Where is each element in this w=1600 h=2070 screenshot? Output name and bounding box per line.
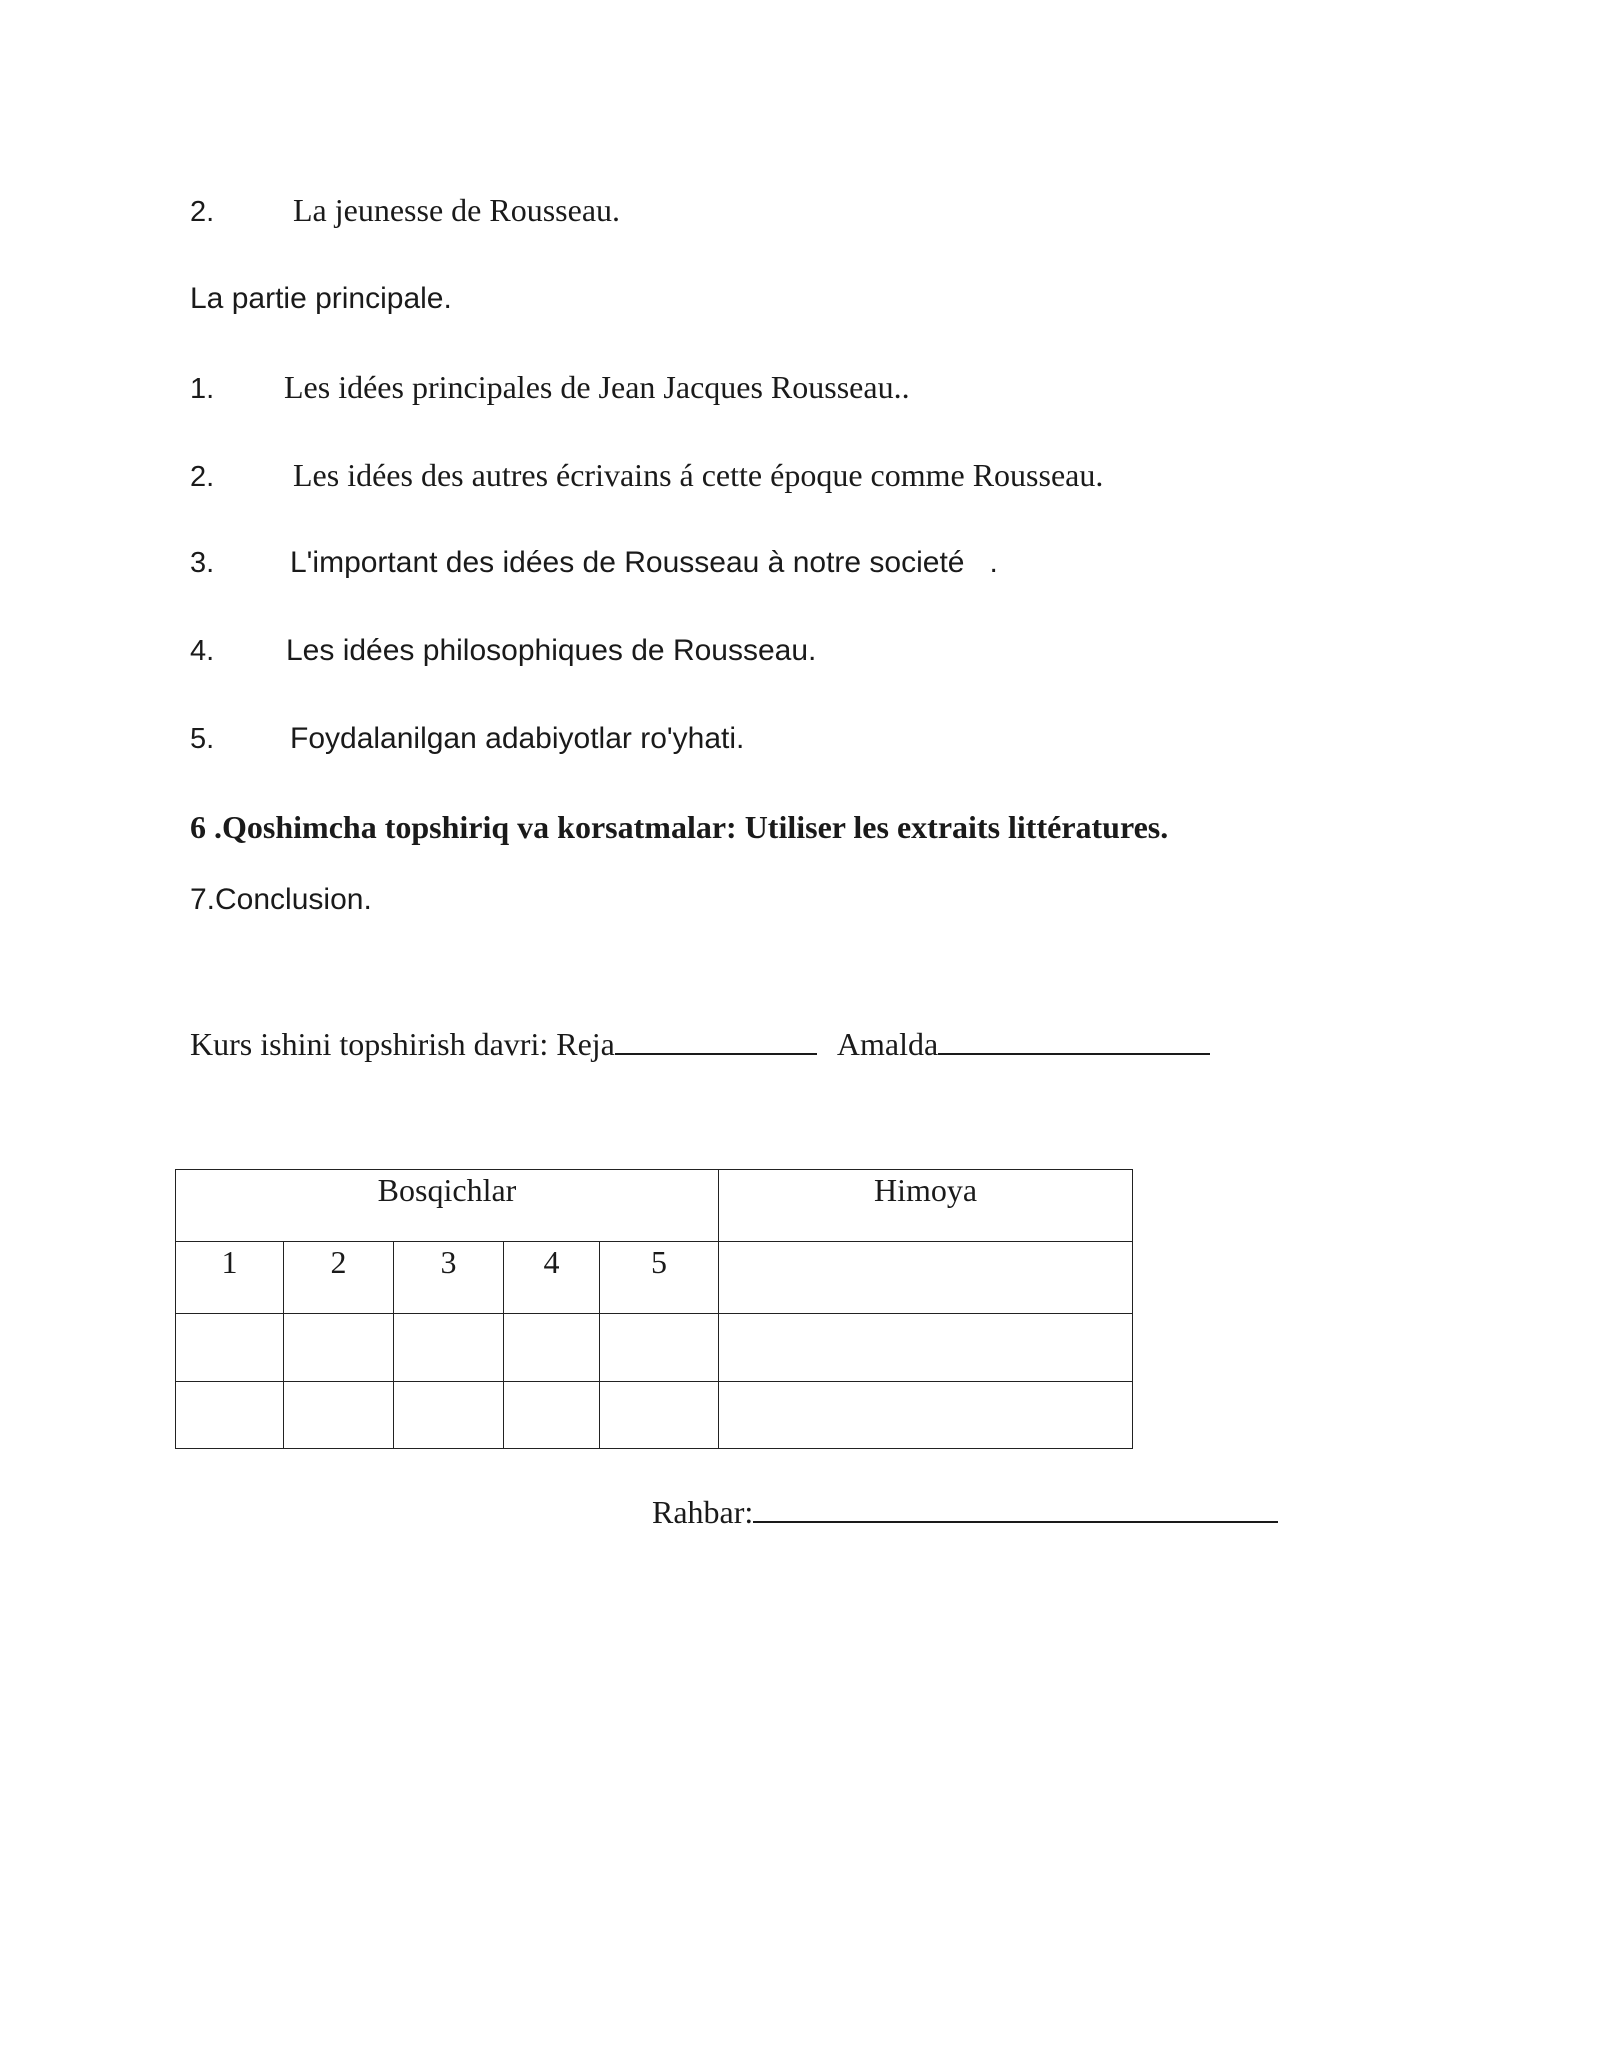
stage-number: 4 [504,1242,600,1314]
stages-table [175,1169,1133,1449]
table-cell[interactable] [176,1382,284,1449]
submission-line [190,1019,1210,1064]
list-item-number: 2. [190,461,215,493]
extra-task: 6 .Qoshimcha topshiriq va korsatmalar: Utiliser les extraits littératures. [190,809,1169,845]
table-row [176,1382,1133,1449]
supervisor-line [652,1487,1278,1532]
list-item-text: Foydalanilgan adabiyotlar ro'yhati. [290,722,745,755]
table-cell[interactable] [176,1314,284,1382]
intro-item-number: 2. [190,196,215,228]
stage-number: 1 [176,1242,284,1314]
table-header-row [176,1170,1133,1242]
intro-item-text: La jeunesse de Rousseau. [293,192,621,228]
table-row [176,1314,1133,1382]
list-item-number: 3. [190,547,215,579]
stage-number: 2 [284,1242,394,1314]
actual-blank[interactable] [938,1019,1210,1055]
supervisor-blank[interactable] [753,1487,1278,1523]
submission-label: Kurs ishini topshirish davri: Reja [190,1026,615,1062]
plan-blank[interactable] [615,1019,817,1055]
stage-number-row [176,1242,1133,1314]
stage-number: 5 [600,1242,719,1314]
defense-header: Himoya [719,1170,1133,1242]
list-item-number: 1. [190,373,215,405]
list-item-text: Les idées philosophiques de Rousseau. [286,634,817,667]
table-cell[interactable] [504,1382,600,1449]
table-cell[interactable] [394,1314,504,1382]
list-item-text: Les idées des autres écrivains á cette époque comme Rousseau. [293,457,1104,493]
list-item-number: 5. [190,723,215,755]
stages-header: Bosqichlar [176,1170,719,1242]
table-cell[interactable] [600,1382,719,1449]
table-cell[interactable] [719,1314,1133,1382]
table-cell[interactable] [284,1314,394,1382]
table-cell[interactable] [719,1382,1133,1449]
table-cell[interactable] [504,1314,600,1382]
list-item-text: L'important des idées de Rousseau à notre societé . [290,546,998,579]
table-cell[interactable] [394,1382,504,1449]
list-item-number: 4. [190,635,215,667]
list-item-text: Les idées principales de Jean Jacques Rousseau.. [284,369,910,405]
supervisor-label: Rahbar: [652,1494,754,1530]
table-cell[interactable] [600,1314,719,1382]
stage-number: 3 [394,1242,504,1314]
conclusion: 7.Conclusion. [190,883,372,916]
table-cell[interactable] [284,1382,394,1449]
defense-cell[interactable] [719,1242,1133,1314]
actual-label: Amalda [836,1026,939,1062]
main-heading: La partie principale. [190,282,452,315]
